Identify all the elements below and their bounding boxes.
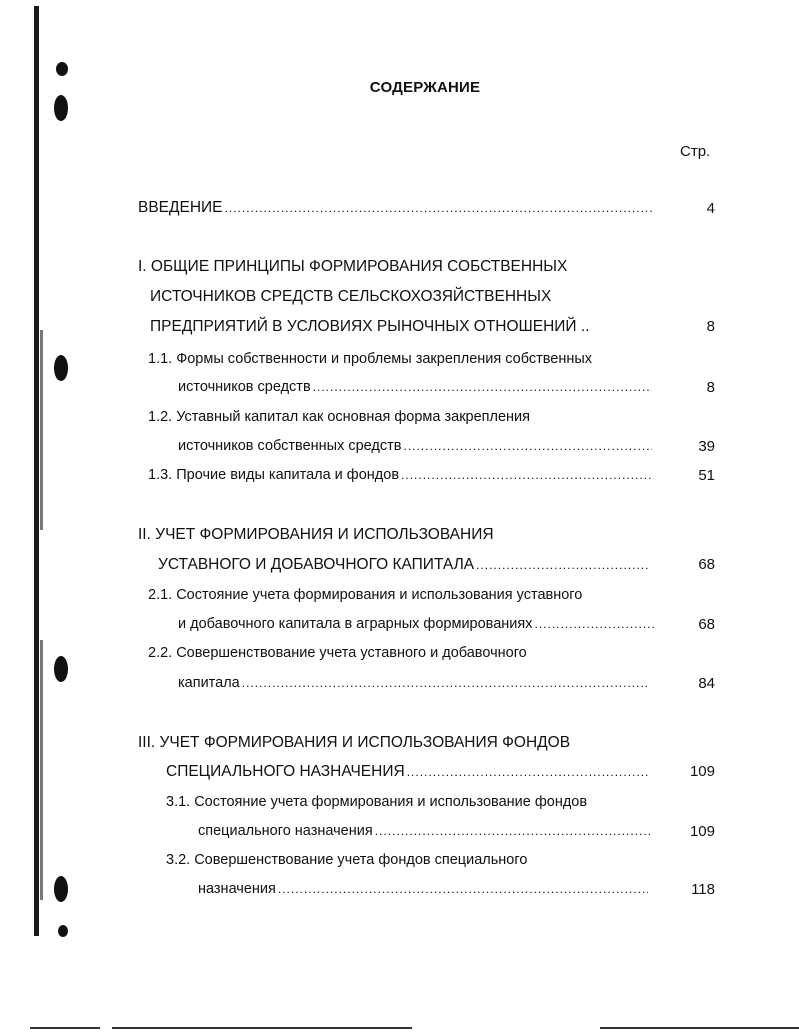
chapter-3-entry — [166, 763, 648, 781]
chapter-1-title-line: I. ОБЩИЕ ПРИНЦИПЫ ФОРМИРОВАНИЯ СОБСТВЕННЫХ — [138, 258, 568, 275]
dot-leader — [401, 468, 652, 482]
dot-leader — [313, 380, 652, 394]
page-column-label: Стр. — [680, 143, 711, 160]
chapter-1-title-line: ИСТОЧНИКОВ СРЕДСТВ СЕЛЬСКОХОЗЯЙСТВЕННЫХ — [150, 288, 552, 305]
dot-leader — [278, 882, 648, 896]
section-2-1-entry — [178, 616, 654, 632]
toc-page-number: 118 — [691, 881, 715, 898]
toc-page-number: 84 — [698, 675, 715, 692]
toc-page-number: 4 — [706, 200, 715, 217]
toc-entry-text: ВВЕДЕНИЕ — [138, 199, 223, 216]
dot-leader — [375, 824, 650, 838]
punch-hole — [54, 656, 68, 682]
punch-hole — [56, 62, 68, 76]
punch-hole — [54, 876, 68, 902]
dot-leader — [225, 201, 652, 215]
punch-hole — [54, 355, 68, 381]
toc-entry-text: специального назначения — [198, 823, 373, 839]
toc-entry-intro — [138, 199, 652, 217]
toc-entry-text: назначения — [198, 881, 276, 897]
toc-entry-text: СПЕЦИАЛЬНОГО НАЗНАЧЕНИЯ — [166, 763, 405, 780]
section-2-2-entry — [178, 675, 650, 691]
section-2-2-line: 2.2. Совершенствование учета уставного и добавочного — [148, 645, 527, 661]
chapter-2-title-line: II. УЧЕТ ФОРМИРОВАНИЯ И ИСПОЛЬЗОВАНИЯ — [138, 526, 494, 543]
chapter-1-title-line: ПРЕДПРИЯТИЙ В УСЛОВИЯХ РЫНОЧНЫХ ОТНОШЕНИЙ .. — [150, 318, 590, 335]
section-1-2-line: 1.2. Уставный капитал как основная форма закрепления — [148, 409, 530, 425]
section-3-1-line: 3.1. Состояние учета формирования и использование фондов — [166, 794, 588, 810]
section-1-3-entry — [148, 467, 652, 483]
toc-entry-text: источников средств — [178, 379, 311, 395]
toc-entry-text: УСТАВНОГО И ДОБАВОЧНОГО КАПИТАЛА — [158, 556, 475, 573]
toc-page-number: 8 — [706, 318, 715, 335]
toc-entry-text: 1.3. Прочие виды капитала и фондов — [148, 467, 400, 483]
toc-page-number: 51 — [698, 467, 715, 484]
dot-leader — [535, 617, 655, 631]
punch-hole — [54, 95, 68, 121]
toc-page-number: 68 — [698, 616, 715, 633]
scan-binding-edge — [34, 6, 39, 936]
toc-page-number: 109 — [689, 823, 715, 840]
dot-leader — [242, 676, 650, 690]
section-3-2-line: 3.2. Совершенствование учета фондов специального — [166, 852, 528, 868]
section-2-1-line: 2.1. Состояние учета формирования и использования уставного — [148, 587, 583, 603]
chapter-2-entry — [158, 556, 648, 574]
chapter-3-title-line: III. УЧЕТ ФОРМИРОВАНИЯ И ИСПОЛЬЗОВАНИЯ ФОНДОВ — [138, 734, 571, 751]
section-3-2-entry — [198, 881, 648, 897]
toc-page-number: 109 — [689, 763, 715, 780]
dot-leader — [476, 558, 648, 572]
dot-leader — [403, 439, 652, 453]
section-1-1-entry — [178, 379, 652, 395]
scan-bottom-edge — [30, 1027, 100, 1029]
section-3-1-entry — [198, 823, 650, 839]
toc-title: СОДЕРЖАНИЕ — [369, 79, 481, 96]
toc-page-number: 39 — [698, 438, 715, 455]
toc-page-number: 68 — [698, 556, 715, 573]
punch-hole — [58, 925, 68, 937]
toc-entry-text: капитала — [178, 675, 240, 691]
scan-noise — [40, 640, 43, 900]
toc-entry-text: и добавочного капитала в аграрных формированиях — [178, 616, 533, 632]
scan-bottom-edge — [600, 1027, 799, 1029]
scan-bottom-edge — [112, 1027, 412, 1029]
scan-noise — [40, 330, 43, 530]
section-1-2-entry — [178, 438, 652, 454]
toc-entry-text: источников собственных средств — [178, 438, 402, 454]
toc-page-number: 8 — [706, 379, 715, 396]
section-1-1-line: 1.1. Формы собственности и проблемы закрепления собственных — [148, 351, 593, 367]
dot-leader — [407, 765, 648, 779]
